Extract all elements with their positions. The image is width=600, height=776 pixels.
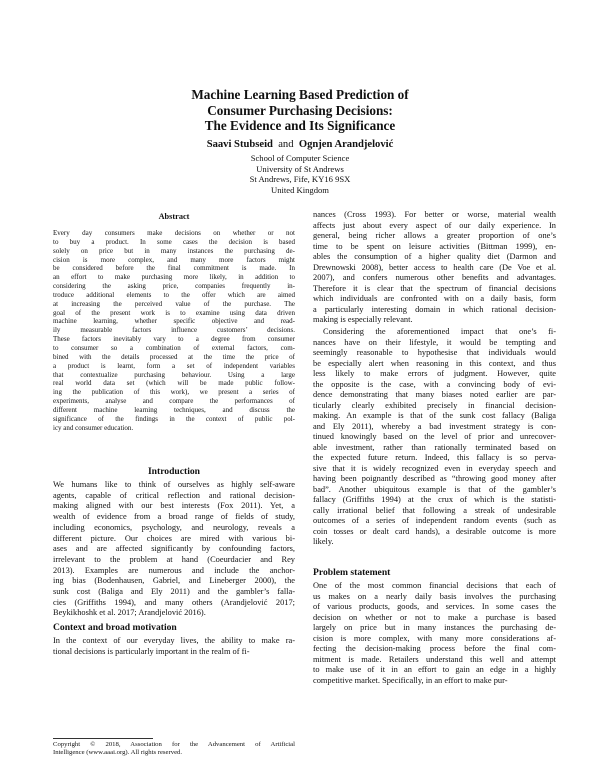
text-line: Considering the aforementioned impact that one’s fi- bbox=[323, 327, 556, 336]
copyright-notice bbox=[53, 741, 295, 758]
text-line: able investment, rather than rationally terminated based on bbox=[313, 442, 556, 452]
text-line: Therefore it is clear that the spectrum of financial decisions bbox=[313, 283, 556, 293]
author-conjunction: and bbox=[278, 139, 294, 150]
text-line: likely. bbox=[313, 537, 334, 546]
text-line: making is especially relevant. bbox=[313, 315, 413, 324]
text-line: making. An example is that of the sunk cost fallacy (Baliga bbox=[313, 411, 556, 420]
title-line: The Evidence and Its Significance bbox=[204, 118, 396, 133]
affiliation-line: University of St Andrews bbox=[256, 163, 344, 174]
text-line: tinued knowingly based on the level of prior and unrecover- bbox=[313, 432, 556, 441]
text-line: be considered before the final commitment is made. In bbox=[53, 264, 295, 273]
text-line: ily measurable factors influence customers’ decisions. bbox=[53, 326, 295, 335]
affiliation-line: United Kingdom bbox=[270, 184, 329, 195]
text-line: the expected future return. Indeed, this fallacy is so perva- bbox=[313, 453, 556, 462]
text-line: real world data set (which will be made public follow- bbox=[53, 379, 295, 388]
text-line: significance of the findings in the context of public pol- bbox=[53, 414, 295, 423]
affiliation bbox=[0, 153, 600, 195]
text-line: One of the most common financial decisions that each of bbox=[313, 581, 556, 590]
text-line: cies (Griffiths 1994), and many others (Arandjelović 2017; bbox=[53, 597, 295, 607]
text-line: experiments, analyse and compare the performances of bbox=[53, 397, 295, 406]
finance-paragraph bbox=[313, 210, 556, 326]
text-line: tional decisions is particularly important in the realm of fi- bbox=[53, 646, 250, 656]
author-name: Saavi Stubseid bbox=[206, 139, 273, 150]
text-line: considering the asking price, companies frequently in- bbox=[53, 282, 295, 291]
problem-paragraph bbox=[313, 581, 556, 686]
paper-title bbox=[0, 87, 600, 134]
text-line: a particularly interesting domain in which rational decision- bbox=[313, 304, 556, 314]
text-line: sunk cost (Baliga and Ely 2011) and the gambler’s falla- bbox=[53, 587, 295, 597]
author-name: Ognjen Arandjelović bbox=[298, 139, 394, 150]
text-line: sive that it is widely recognized even in everyday speech and bbox=[313, 463, 556, 473]
text-line: different picture. Our choices are mired with various bi- bbox=[53, 533, 295, 543]
text-line: competitive market. Specifically, in an effort to make pur- bbox=[313, 675, 508, 685]
text-line: seemingly reasonable to hypothesise that individuals would bbox=[313, 348, 556, 357]
affiliation-line: St Andrews, Fife, KY16 9SX bbox=[249, 174, 351, 185]
biases-paragraph bbox=[313, 327, 556, 548]
text-line: These factors inevitably vary to a degree from consumer bbox=[53, 335, 295, 344]
text-line: of various products, goods, and services. In some cases the bbox=[313, 602, 556, 611]
text-line: which individuals are confronted with on a daily basis, form bbox=[313, 294, 556, 303]
text-line: ables the consumption of a higher quality diet (Darmon and bbox=[313, 252, 556, 261]
subsection-heading-problem: Problem statement bbox=[313, 567, 391, 578]
text-line: Every day consumers make decisions on whether or not bbox=[53, 229, 295, 237]
text-line: fecting the decision-making process before the final com- bbox=[313, 644, 556, 653]
abstract-body bbox=[53, 229, 295, 432]
text-line: cally irrational belief that following a streak of undesirable bbox=[313, 505, 556, 515]
text-line: agents, capable of critical reflection and rational decision- bbox=[53, 490, 295, 500]
text-line: wealth of evidence from a broad range of fields of study, bbox=[53, 512, 295, 522]
text-line: troduce additional elements to the offer which are aimed bbox=[53, 290, 295, 299]
text-line: In the context of our everyday lives, the ability to make ra- bbox=[53, 636, 295, 645]
text-line: to make use of it in an effort to gain an edge in a highly bbox=[313, 665, 556, 674]
text-line: Copyright © 2018, Association for the Advancement of Artificial bbox=[53, 741, 295, 748]
section-heading-introduction: Introduction bbox=[147, 466, 201, 477]
text-line: a product is learnt, form a set of independent variables bbox=[53, 361, 295, 370]
text-line: an effort to make purchasing more likely, in addition to bbox=[53, 273, 295, 282]
text-line: affects just about every aspect of our daily experience. In bbox=[313, 220, 556, 230]
text-line: the opposite is the case, with a convincing body of evi- bbox=[313, 379, 556, 389]
text-line: machine learning, whether specific objective and read- bbox=[53, 317, 295, 326]
text-line: Drewnowski 2008), better access to health care (De Voe et al. bbox=[313, 262, 556, 272]
affiliation-line: School of Computer Science bbox=[250, 153, 350, 163]
text-line: that contextualize purchasing behaviour. Using a large bbox=[53, 370, 295, 379]
text-line: ticularly clearly exhibited precisely in financial decision- bbox=[313, 400, 556, 410]
text-line: to buy a product. In some cases the decision is based bbox=[53, 237, 295, 246]
text-line: outcomes of a series of independent random events (such as bbox=[313, 516, 556, 525]
text-line: to consumer so a combination of external factors, com- bbox=[53, 343, 295, 352]
text-line: We humans like to think of ourselves as highly self-aware bbox=[53, 480, 295, 489]
footnote-rule bbox=[53, 738, 153, 739]
text-line: bad”. Another ubiquitous example is that of the gambler’s bbox=[313, 484, 556, 494]
text-line: Beykikhoshk et al. 2017; Arandjelović 2016). bbox=[53, 608, 206, 618]
subsection-heading-context: Context and broad motivation bbox=[53, 622, 177, 633]
text-line: 2013). Examples are numerous and include the anchor- bbox=[53, 565, 295, 575]
context-body bbox=[53, 636, 295, 657]
text-line: ing the publication of this work), we present a series of bbox=[53, 388, 295, 397]
text-line: cision is more complex, and many more factors might bbox=[53, 255, 295, 264]
author-line bbox=[0, 138, 600, 151]
text-line: solely on price but in many instances the purchasing de- bbox=[53, 246, 295, 255]
text-line: mitment is made. Retailers understand this well and attempt bbox=[313, 654, 556, 664]
text-line: less likely to make errors of judgment. However, quite bbox=[313, 369, 556, 378]
text-line: time to be spent on leisure activities (Bittman 1999), en- bbox=[313, 241, 556, 251]
text-line: making aligned with our best interests (Fox 2011). Yet, a bbox=[53, 501, 295, 511]
text-line: and Ely 2011), whereby a bad investment strategy is con- bbox=[313, 421, 556, 431]
text-line: dence demonstrating that many biases noted earlier are par- bbox=[313, 390, 556, 399]
text-line: bined with the details processed at the time the price of bbox=[53, 352, 295, 361]
text-line: at increasing the perceived value of the purchase. The bbox=[53, 299, 295, 308]
text-line: Intelligence (www.aaai.org). All rights reserved. bbox=[53, 749, 183, 757]
text-line: ases and are affected significantly by confounding factors, bbox=[53, 544, 295, 554]
text-line: including economics, psychology, and neurology, reveals a bbox=[53, 522, 295, 532]
text-line: decision on whether or not to make a purchase is based bbox=[313, 612, 556, 622]
text-line: icy and consumer education. bbox=[53, 423, 134, 432]
text-line: goal of the present work is to examine using data driven bbox=[53, 308, 295, 317]
introduction-body bbox=[53, 480, 295, 619]
text-line: nances (Cross 1993). For better or worse, material wealth bbox=[313, 210, 556, 219]
text-line: us makes on a nearly daily basis involves the purchasing bbox=[313, 591, 556, 601]
text-line: largely on price but in many instances the purchasing de- bbox=[313, 623, 556, 632]
title-line: Machine Learning Based Prediction of bbox=[191, 87, 409, 102]
text-line: nances have on their lifestyle, it would be tempting and bbox=[313, 337, 556, 347]
text-line: be especially alert when reasoning in this context, and thus bbox=[313, 358, 556, 368]
text-line: irrelevant to the problem at hand (Coeurdacier and Rey bbox=[53, 554, 295, 564]
text-line: general, being richer allows a greater proportion of one’s bbox=[313, 231, 556, 240]
text-line: 2007), and confers numerous other benefits and advantages. bbox=[313, 273, 556, 282]
text-line: having been poignantly described as “throwing good money after bbox=[313, 474, 556, 483]
text-line: coin tosses or dealt card hands), a desirable outcome is more bbox=[313, 526, 556, 536]
title-line: Consumer Purchasing Decisions: bbox=[207, 102, 393, 118]
text-line: ing bias (Bodenhausen, Gabriel, and Lineberger 2000), the bbox=[53, 576, 295, 586]
text-line: different machine learning techniques, and discuss the bbox=[53, 405, 295, 414]
abstract-heading: Abstract bbox=[158, 212, 190, 221]
text-line: cision is more complex, with many more considerations af- bbox=[313, 633, 556, 643]
text-line: fallacy (Griffiths 1994) at the crux of which is the statisti- bbox=[313, 495, 556, 504]
